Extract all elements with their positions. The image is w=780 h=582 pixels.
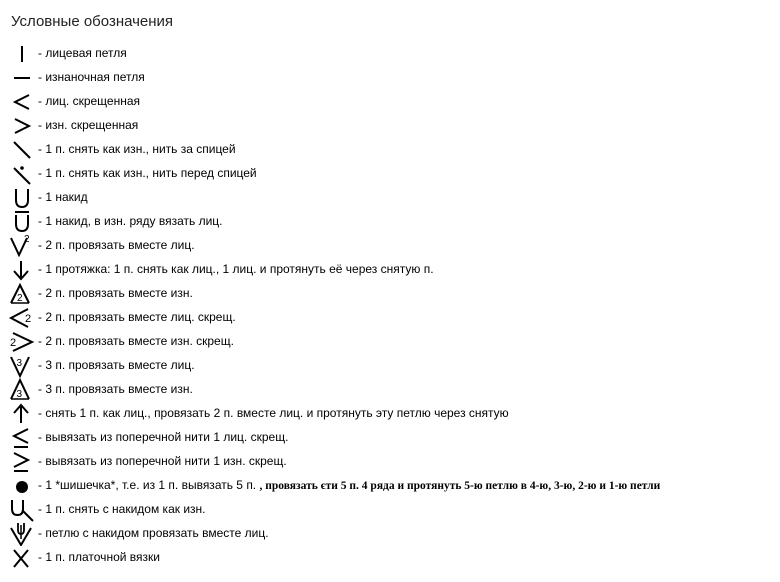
k2tog-icon — [8, 234, 38, 258]
legend-item — [8, 522, 768, 546]
make-one-knit-icon — [8, 426, 38, 450]
legend-item — [8, 138, 768, 162]
p2tog-twisted-icon — [8, 330, 38, 354]
purl-twisted-icon — [8, 114, 38, 138]
purl-stitch-icon — [8, 66, 38, 90]
legend-text: - 2 п. провязать вместе лиц. скрещ. — [38, 310, 236, 324]
legend-text: - 3 п. провязать вместе лиц. — [38, 358, 195, 372]
legend-item — [8, 42, 768, 66]
legend-item — [8, 330, 768, 354]
legend-item — [8, 474, 768, 498]
legend-item — [8, 282, 768, 306]
legend-text-main: - 1 *шишечка*, т.е. из 1 п. вывязать 5 п. — [38, 478, 260, 492]
legend-item — [8, 234, 768, 258]
legend-text-extra: , провязать єти 5 п. 4 ряда и протянуть 5-ю петлю в 4-ю, 3-ю, 2-ю и 1-ю петли — [259, 480, 661, 492]
stitch-with-yo-together-icon — [8, 522, 38, 546]
legend-text: - 3 п. провязать вместе изн. — [38, 382, 193, 396]
legend-text: - снять 1 п. как лиц., провязать 2 п. вместе лиц. и протянуть эту петлю через снятую — [38, 406, 509, 420]
legend-text: - 2 п. провязать вместе изн. — [38, 286, 193, 300]
legend-text: - 1 накид, в изн. ряду вязать лиц. — [38, 214, 223, 228]
slip-yarn-front-icon — [8, 162, 38, 186]
legend-item — [8, 210, 768, 234]
number-label: 2 — [17, 293, 23, 304]
slip-with-yo-icon — [8, 498, 38, 522]
make-one-purl-icon — [8, 450, 38, 474]
legend-list — [8, 42, 768, 570]
legend-text: - 1 накид — [38, 190, 88, 204]
p3tog-icon — [8, 378, 38, 402]
p2tog-icon — [8, 282, 38, 306]
number-label: 2 — [10, 337, 17, 349]
legend-text: - 1 п. платочной вязки — [38, 550, 160, 564]
legend-item — [8, 378, 768, 402]
yarn-over-icon — [8, 186, 38, 210]
legend-text: - лиц. скрещенная — [38, 94, 141, 108]
legend-item — [8, 90, 768, 114]
legend-item — [8, 66, 768, 90]
legend-item — [8, 114, 768, 138]
legend-item — [8, 546, 768, 570]
legend-item — [8, 306, 768, 330]
number-label: 3 — [16, 358, 23, 369]
legend-item — [8, 402, 768, 426]
bobble-icon — [8, 474, 38, 498]
legend-text: - 1 п. снять как изн., нить перед спицей — [38, 166, 257, 180]
legend-text: - 1 п. снять как изн., нить за спицей — [38, 142, 236, 156]
legend-item — [8, 186, 768, 210]
number-label: 3 — [16, 389, 23, 400]
knit-stitch-icon — [8, 42, 38, 66]
legend-text — [38, 478, 660, 492]
legend-text: - изнаночная петля — [38, 70, 145, 84]
legend-item — [8, 258, 768, 282]
legend-text: - вывязать из поперечной нити 1 изн. скрещ. — [38, 454, 287, 468]
legend-text: - изн. скрещенная — [38, 118, 139, 132]
legend-item — [8, 426, 768, 450]
slip-yarn-back-icon — [8, 138, 38, 162]
k3tog-icon — [8, 354, 38, 378]
garter-stitch-icon — [8, 546, 38, 570]
ssk-down-arrow-icon — [8, 258, 38, 282]
legend-text: - вывязать из поперечной нити 1 лиц. скрещ. — [38, 430, 289, 444]
yarn-over-knit-back-icon — [8, 210, 38, 234]
legend-item — [8, 162, 768, 186]
legend-text: - 2 п. провязать вместе изн. скрещ. — [38, 334, 234, 348]
legend-text: - лицевая петля — [38, 46, 127, 60]
sk2p-up-arrow-icon — [8, 402, 38, 426]
page-title: Условные обозначения — [11, 13, 174, 30]
legend-item — [8, 498, 768, 522]
legend-item — [8, 354, 768, 378]
legend-text: - петлю с накидом провязать вместе лиц. — [38, 526, 269, 540]
legend-text: - 1 п. снять с накидом как изн. — [38, 502, 206, 516]
k2tog-twisted-icon — [8, 306, 38, 330]
legend-item — [8, 450, 768, 474]
number-label: 2 — [25, 313, 32, 325]
knit-twisted-icon — [8, 90, 38, 114]
legend-text: - 1 протяжка: 1 п. снять как лиц., 1 лиц. и протянуть её через снятую п. — [38, 262, 434, 276]
number-label: 2 — [24, 234, 30, 245]
legend-text: - 2 п. провязать вместе лиц. — [38, 238, 195, 252]
